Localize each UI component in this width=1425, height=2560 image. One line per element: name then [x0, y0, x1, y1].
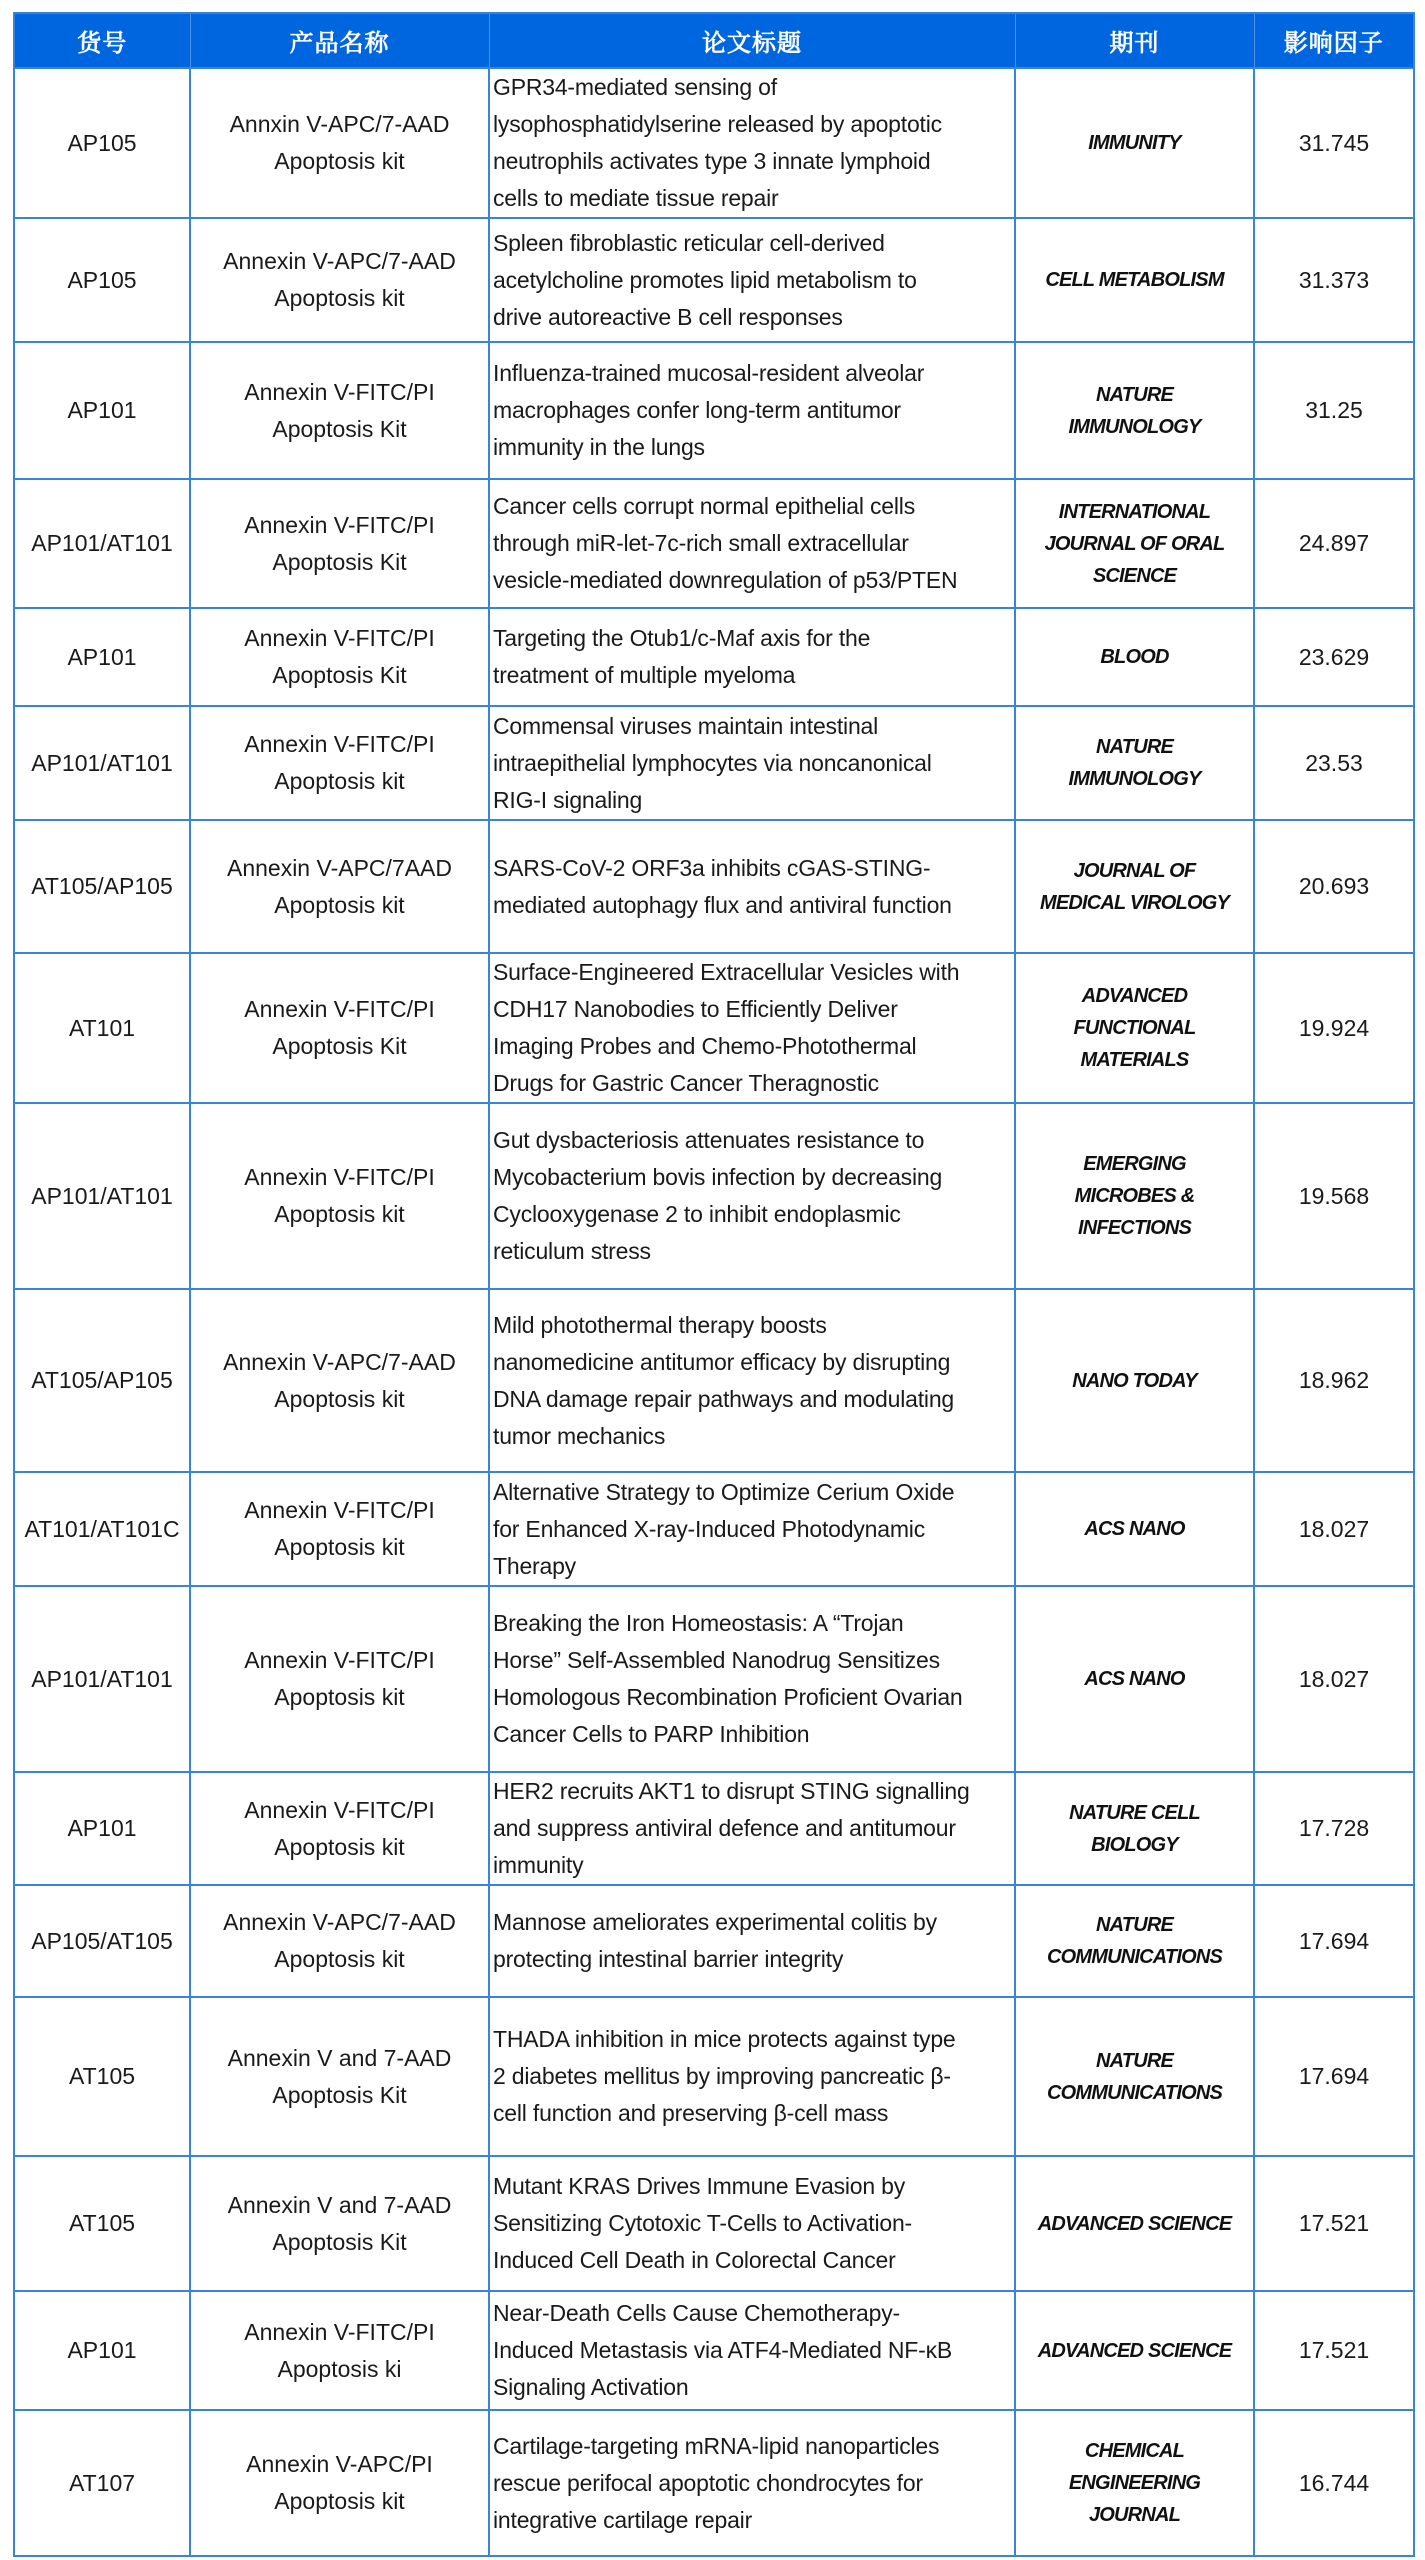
text-line: Annexin V-FITC/PI — [244, 378, 435, 405]
paper-title-cell — [489, 1997, 1015, 2156]
table-row — [14, 479, 1414, 608]
text-line: acetylcholine promotes lipid metabolism to — [493, 266, 917, 293]
journal-cell — [1015, 1772, 1254, 1885]
text-line: BLOOD — [1100, 646, 1169, 668]
text-line: Induced Metastasis via ATF4-Mediated NF-κB — [493, 2337, 953, 2363]
text-line: Mannose ameliorates experimental colitis by — [493, 1909, 937, 1935]
product-code-cell: AT105/AP105 — [14, 1289, 190, 1472]
text-line: ADVANCED SCIENCE — [1037, 2339, 1232, 2362]
text-line: ADVANCED SCIENCE — [1037, 2212, 1232, 2235]
impact-factor-cell: 17.521 — [1254, 2291, 1414, 2410]
product-code-cell: AP101 — [14, 608, 190, 706]
table-row — [14, 2291, 1414, 2410]
text-line: through miR-let-7c-rich small extracellular — [493, 530, 909, 556]
text-line: Apoptosis kit — [274, 1946, 405, 1972]
text-line: Signaling Activation — [493, 2374, 689, 2400]
text-line: ADVANCED — [1081, 985, 1188, 1007]
text-line: for Enhanced X-ray-Induced Photodynamic — [493, 1515, 926, 1542]
product-name-cell — [190, 342, 489, 479]
paper-title-cell — [489, 68, 1015, 218]
journal-cell — [1015, 1103, 1254, 1289]
text-line: Annexin V-FITC/PI — [244, 1497, 435, 1523]
text-line: Annexin V-APC/7-AAD — [223, 1909, 456, 1935]
text-line: Influenza-trained mucosal-resident alveolar — [493, 360, 925, 386]
table-row — [14, 608, 1414, 706]
text-line: vesicle-mediated downregulation of p53/PTEN — [493, 567, 958, 593]
product-name-cell — [190, 706, 489, 820]
journal-cell — [1015, 479, 1254, 608]
text-line: Homologous Recombination Proficient Ovarian — [493, 1684, 963, 1710]
product-name-cell — [190, 820, 489, 953]
impact-factor-cell: 18.962 — [1254, 1289, 1414, 1472]
table-row — [14, 1472, 1414, 1586]
product-name-cell — [190, 1289, 489, 1472]
text-line: reticulum stress — [493, 1238, 651, 1264]
text-line: MATERIALS — [1080, 1049, 1189, 1071]
product-code-cell: AT105/AP105 — [14, 820, 190, 953]
text-line: Annexin V-FITC/PI — [244, 731, 435, 757]
journal-cell — [1015, 218, 1254, 342]
text-line: CHEMICAL — [1084, 2440, 1185, 2462]
text-line: CELL METABOLISM — [1045, 269, 1224, 291]
text-line: Sensitizing Cytotoxic T-Cells to Activation- — [493, 2210, 913, 2236]
text-line: cells to mediate tissue repair — [493, 185, 779, 211]
product-code-cell: AT105 — [14, 1997, 190, 2156]
impact-factor-cell: 19.568 — [1254, 1103, 1414, 1289]
text-line: JOURNAL — [1088, 2504, 1181, 2526]
text-line: immunity — [493, 1852, 584, 1878]
text-line: SARS-CoV-2 ORF3a inhibits cGAS-STING- — [493, 854, 931, 881]
text-line: Apoptosis Kit — [272, 662, 407, 688]
paper-title-cell — [489, 608, 1015, 706]
product-code-cell: AP101 — [14, 342, 190, 479]
text-line: MICROBES & — [1074, 1185, 1195, 1207]
text-line: Annexin V-FITC/PI — [244, 625, 435, 651]
table-row — [14, 820, 1414, 953]
text-line: ENGINEERING — [1068, 2472, 1201, 2494]
paper-title-cell — [489, 1885, 1015, 1997]
text-line: Surface-Engineered Extracellular Vesicles with — [493, 959, 960, 985]
text-line: Apoptosis Kit — [272, 1033, 407, 1059]
text-line: Apoptosis ki — [277, 2355, 402, 2382]
text-line: Annexin V-FITC/PI — [244, 1647, 435, 1673]
text-line: Apoptosis kit — [274, 148, 405, 174]
product-name-cell — [190, 1103, 489, 1289]
journal-cell — [1015, 1997, 1254, 2156]
text-line: Apoptosis kit — [274, 1385, 405, 1412]
text-line: Annexin V-FITC/PI — [244, 2318, 435, 2345]
header-product-code: 货号 — [14, 13, 190, 68]
text-line: 2 diabetes mellitus by improving pancreatic β- — [493, 2063, 951, 2089]
text-line: tumor mechanics — [493, 1422, 666, 1449]
text-line: Gut dysbacteriosis attenuates resistance to — [493, 1127, 925, 1153]
impact-factor-cell: 17.694 — [1254, 1885, 1414, 1997]
product-code-cell: AP101 — [14, 1772, 190, 1885]
table-row — [14, 1289, 1414, 1472]
journal-cell — [1015, 1586, 1254, 1772]
paper-title-cell — [489, 342, 1015, 479]
journal-cell — [1015, 608, 1254, 706]
product-code-cell: AP101/AT101 — [14, 706, 190, 820]
text-line: protecting intestinal barrier integrity — [493, 1946, 844, 1972]
header-journal: 期刊 — [1015, 13, 1254, 68]
text-line: cell function and preserving β-cell mass — [493, 2100, 889, 2126]
text-line: Apoptosis kit — [274, 1833, 405, 1860]
impact-factor-cell: 23.629 — [1254, 608, 1414, 706]
text-line: DNA damage repair pathways and modulating — [493, 1385, 955, 1412]
journal-cell — [1015, 2156, 1254, 2291]
text-line: Mycobacterium bovis infection by decreasing — [493, 1164, 943, 1190]
table-row — [14, 953, 1414, 1103]
product-name-cell — [190, 218, 489, 342]
text-line: Cyclooxygenase 2 to inhibit endoplasmic — [493, 1201, 901, 1227]
text-line: NATURE — [1095, 1914, 1174, 1936]
text-line: drive autoreactive B cell responses — [493, 303, 843, 330]
text-line: Horse” Self-Assembled Nanodrug Sensitizes — [493, 1647, 940, 1673]
table-body — [14, 68, 1414, 2556]
product-code-cell: AP101 — [14, 2291, 190, 2410]
table-row — [14, 1772, 1414, 1885]
text-line: Imaging Probes and Chemo-Photothermal — [493, 1033, 917, 1059]
text-line: Targeting the Otub1/c-Maf axis for the — [493, 625, 871, 651]
text-line: Mild photothermal therapy boosts — [493, 1311, 827, 1338]
table-row — [14, 1103, 1414, 1289]
impact-factor-cell: 31.745 — [1254, 68, 1414, 218]
text-line: Apoptosis kit — [274, 1201, 405, 1227]
product-code-cell: AT107 — [14, 2410, 190, 2556]
text-line: Cartilage-targeting mRNA-lipid nanoparticles — [493, 2432, 940, 2459]
text-line: Apoptosis Kit — [272, 2081, 407, 2108]
text-line: IMMUNOLOGY — [1068, 768, 1201, 790]
journal-cell — [1015, 1885, 1254, 1997]
journal-cell — [1015, 1289, 1254, 1472]
text-line: INFECTIONS — [1077, 1217, 1192, 1239]
text-line: NANO TODAY — [1072, 1369, 1197, 1392]
text-line: Mutant KRAS Drives Immune Evasion by — [493, 2173, 906, 2199]
product-code-cell: AP105/AT105 — [14, 1885, 190, 1997]
product-code-cell: AP101/AT101 — [14, 1586, 190, 1772]
text-line: Apoptosis kit — [274, 2488, 405, 2514]
journal-cell — [1015, 953, 1254, 1103]
paper-title-cell — [489, 1289, 1015, 1472]
citation-table — [13, 12, 1415, 2557]
impact-factor-cell: 17.694 — [1254, 1997, 1414, 2156]
impact-factor-cell: 24.897 — [1254, 479, 1414, 608]
paper-title-cell — [489, 1586, 1015, 1772]
text-line: BIOLOGY — [1091, 1833, 1178, 1856]
paper-title-cell — [489, 218, 1015, 342]
product-name-cell — [190, 1586, 489, 1772]
text-line: COMMUNICATIONS — [1046, 1946, 1223, 1968]
product-name-cell — [190, 1997, 489, 2156]
product-code-cell: AP105 — [14, 68, 190, 218]
text-line: EMERGING — [1083, 1153, 1186, 1175]
text-line: ACS NANO — [1084, 1668, 1185, 1690]
product-name-cell — [190, 953, 489, 1103]
paper-title-cell — [489, 2410, 1015, 2556]
impact-factor-cell: 31.373 — [1254, 218, 1414, 342]
text-line: Therapy — [493, 1552, 576, 1579]
impact-factor-cell: 20.693 — [1254, 820, 1414, 953]
table-row — [14, 1997, 1414, 2156]
journal-cell — [1015, 1472, 1254, 1586]
text-line: Apoptosis Kit — [272, 415, 407, 442]
table-row — [14, 2410, 1414, 2556]
paper-title-cell — [489, 479, 1015, 608]
text-line: intraepithelial lymphocytes via noncanonical — [493, 749, 932, 776]
impact-factor-cell: 31.25 — [1254, 342, 1414, 479]
text-line: Apoptosis kit — [274, 768, 405, 794]
product-name-cell — [190, 68, 489, 218]
text-line: Annexin V-FITC/PI — [244, 1164, 435, 1190]
text-line: ACS NANO — [1084, 1518, 1185, 1540]
text-line: treatment of multiple myeloma — [493, 662, 796, 688]
table-row — [14, 342, 1414, 479]
journal-cell — [1015, 2291, 1254, 2410]
product-name-cell — [190, 2410, 489, 2556]
text-line: macrophages confer long-term antitumor — [493, 397, 901, 423]
table-row — [14, 218, 1414, 342]
impact-factor-cell: 23.53 — [1254, 706, 1414, 820]
text-line: IMMUNOLOGY — [1068, 415, 1201, 438]
impact-factor-cell: 17.728 — [1254, 1772, 1414, 1885]
text-line: GPR34-mediated sensing of — [493, 74, 777, 100]
header-product-name: 产品名称 — [190, 13, 489, 68]
text-line: Annexin V-FITC/PI — [244, 1796, 435, 1823]
product-code-cell: AP105 — [14, 218, 190, 342]
text-line: integrative cartilage repair — [493, 2506, 753, 2533]
text-line: mediated autophagy flux and antiviral function — [493, 891, 952, 918]
product-code-cell: AT105 — [14, 2156, 190, 2291]
impact-factor-cell: 18.027 — [1254, 1586, 1414, 1772]
text-line: Spleen fibroblastic reticular cell-derived — [493, 229, 885, 256]
text-line: Apoptosis Kit — [272, 548, 407, 575]
text-line: IMMUNITY — [1088, 132, 1181, 154]
text-line: Annexin V-APC/7AAD — [226, 854, 452, 881]
text-line: rescue perifocal apoptotic chondrocytes for — [493, 2469, 923, 2496]
text-line: Induced Cell Death in Colorectal Cancer — [493, 2247, 896, 2273]
paper-title-cell — [489, 820, 1015, 953]
product-name-cell — [190, 2291, 489, 2410]
text-line: Breaking the Iron Homeostasis: A “Trojan — [493, 1610, 904, 1636]
journal-cell — [1015, 68, 1254, 218]
text-line: NATURE — [1095, 383, 1174, 406]
product-name-cell — [190, 479, 489, 608]
table-row — [14, 2156, 1414, 2291]
journal-cell — [1015, 2410, 1254, 2556]
impact-factor-cell: 16.744 — [1254, 2410, 1414, 2556]
impact-factor-cell: 19.924 — [1254, 953, 1414, 1103]
text-line: MEDICAL VIROLOGY — [1039, 891, 1230, 914]
text-line: CDH17 Nanobodies to Efficiently Deliver — [493, 996, 898, 1022]
text-line: JOURNAL OF — [1073, 859, 1196, 882]
product-name-cell — [190, 2156, 489, 2291]
text-line: Annexin V and 7-AAD — [227, 2191, 452, 2218]
paper-title-cell — [489, 1472, 1015, 1586]
text-line: Cancer Cells to PARP Inhibition — [493, 1721, 810, 1747]
impact-factor-cell: 17.521 — [1254, 2156, 1414, 2291]
header-paper-title: 论文标题 — [489, 13, 1015, 68]
text-line: INTERNATIONAL — [1058, 500, 1211, 523]
text-line: Apoptosis kit — [274, 891, 405, 918]
paper-title-cell — [489, 2291, 1015, 2410]
product-code-cell: AP101/AT101 — [14, 1103, 190, 1289]
text-line: Annexin V and 7-AAD — [227, 2044, 452, 2071]
text-line: SCIENCE — [1092, 564, 1177, 587]
text-line: Cancer cells corrupt normal epithelial cells — [493, 493, 915, 519]
text-line: Annexin V-APC/PI — [246, 2451, 433, 2477]
text-line: Annexin V-FITC/PI — [244, 511, 435, 538]
paper-title-cell — [489, 2156, 1015, 2291]
text-line: Annexin V-APC/7-AAD — [223, 248, 456, 274]
header-row — [14, 13, 1414, 68]
table-row — [14, 1885, 1414, 1997]
product-code-cell: AT101/AT101C — [14, 1472, 190, 1586]
table-row — [14, 1586, 1414, 1772]
table-row — [14, 68, 1414, 218]
text-line: Alternative Strategy to Optimize Cerium Oxide — [493, 1478, 955, 1505]
text-line: Apoptosis kit — [274, 1534, 405, 1560]
text-line: Apoptosis kit — [274, 1684, 405, 1710]
journal-cell — [1015, 706, 1254, 820]
text-line: NATURE — [1095, 736, 1174, 758]
text-line: immunity in the lungs — [493, 434, 705, 460]
text-line: NATURE CELL — [1069, 1801, 1200, 1824]
text-line: COMMUNICATIONS — [1046, 2081, 1223, 2104]
text-line: NATURE — [1095, 2049, 1174, 2072]
text-line: Commensal viruses maintain intestinal — [493, 712, 879, 739]
text-line: neutrophils activates type 3 innate lymphoid — [493, 148, 931, 174]
text-line: Near-Death Cells Cause Chemotherapy- — [493, 2300, 900, 2326]
product-name-cell — [190, 1772, 489, 1885]
text-line: Annxin V-APC/7-AAD — [229, 111, 450, 137]
text-line: and suppress antiviral defence and antitumour — [493, 1815, 956, 1841]
product-name-cell — [190, 1885, 489, 1997]
journal-cell — [1015, 342, 1254, 479]
paper-title-cell — [489, 1103, 1015, 1289]
text-line: Apoptosis Kit — [272, 2228, 407, 2255]
text-line: JOURNAL OF ORAL — [1044, 532, 1225, 555]
product-name-cell — [190, 608, 489, 706]
impact-factor-cell: 18.027 — [1254, 1472, 1414, 1586]
text-line: FUNCTIONAL — [1073, 1017, 1196, 1039]
paper-title-cell — [489, 706, 1015, 820]
paper-title-cell — [489, 1772, 1015, 1885]
text-line: THADA inhibition in mice protects against type — [493, 2026, 956, 2052]
text-line: RIG-I signaling — [493, 786, 643, 813]
header-impact-factor: 影响因子 — [1254, 13, 1414, 68]
table-row — [14, 706, 1414, 820]
text-line: nanomedicine antitumor efficacy by disrupting — [493, 1348, 951, 1375]
paper-title-cell — [489, 953, 1015, 1103]
text-line: HER2 recruits AKT1 to disrupt STING signalling — [493, 1778, 970, 1804]
product-code-cell: AP101/AT101 — [14, 479, 190, 608]
text-line: Annexin V-FITC/PI — [244, 996, 435, 1022]
text-line: Apoptosis kit — [274, 285, 405, 311]
text-line: Drugs for Gastric Cancer Theragnostic — [493, 1070, 879, 1096]
journal-cell — [1015, 820, 1254, 953]
product-name-cell — [190, 1472, 489, 1586]
text-line: lysophosphatidylserine released by apoptotic — [493, 111, 942, 137]
text-line: Annexin V-APC/7-AAD — [223, 1348, 456, 1375]
product-code-cell: AT101 — [14, 953, 190, 1103]
